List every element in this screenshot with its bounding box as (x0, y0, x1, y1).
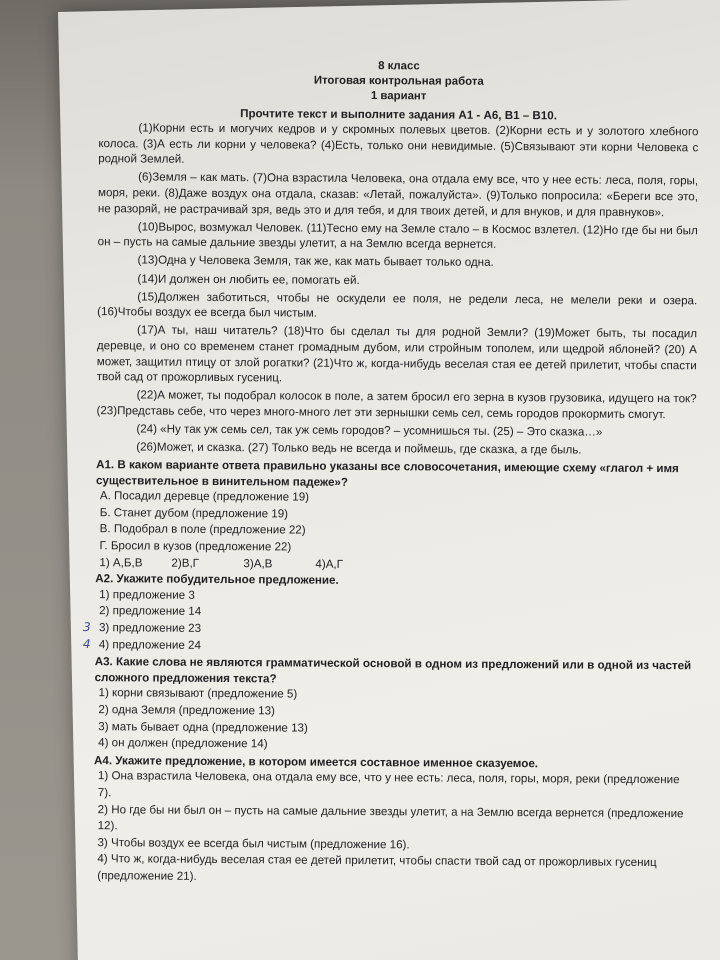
instruction-text: Прочтите текст и выполните задания А1 - А6, В1 – В10. (240, 106, 557, 122)
a3-option: 2) одна Земля (предложение 13) (98, 703, 275, 718)
a1-option: Г. Бросил в кузов (предложение 22) (99, 539, 292, 554)
text-paragraph: (1)Корни есть и могучих кедров и у скромных полевых цветов. (2)Корни есть и у золотого хлебного колоса. (3)А есть ли корни у человека? (4)Есть, только они невидимые. (5)Связывают эти корни Человека с родной Землей. (98, 121, 699, 167)
text-paragraph: (15)Должен заботиться, чтобы не оскудели ее поля, не редели леса, не мелели реки и озера. (16)Чтобы воздух ее всегда был чистым. (97, 290, 698, 320)
question-a3 (94, 654, 695, 756)
handwritten-mark: 4 (82, 637, 91, 652)
a4-option: 1) Она взрастила Человека, она отдала ему все, что у нее есть: леса, поля, горы, моря, реки (предложение 7). (97, 769, 680, 800)
question-a2 (82, 571, 696, 657)
question-a4-text: А4. Укажите предложение, в котором имеется составное именное сказуемое. (93, 753, 539, 771)
question-a3-text: А3. Какие слова не являются грамматической основой в одном из предложений или в одной из частей сложного предложения текста? (94, 655, 692, 686)
question-a1 (95, 457, 696, 574)
text-paragraph: (17)А ты, наш читатель? (18)Что бы сделал ты для родной Земли? (19)Может быть, ты посадил деревце, и оно со временем станет громадным дубом, или стройным тополем, или щедрой яблоней? (20) А может, защитил птицу от злой рогатки? (21)Что ж, когда-нибудь веселая стая ее детей прилетит, чтобы спасти твой сад от прожорливых гусениц. (96, 323, 698, 385)
a3-option: 3) мать бывает одна (предложение 13) (98, 719, 308, 735)
question-a1-text: А1. В каком варианте ответа правильно указаны все словосочетания, имеющие схему «глагол + имя существительное в винительном падеже»? (95, 458, 679, 489)
a1-answer: 3)А,В (243, 556, 273, 571)
a2-option: 4) предложение 24 (98, 637, 201, 652)
text-paragraph: (13)Одна у Человека Земля, так же, как мать бывает только одна. (137, 253, 494, 270)
a4-option: 3) Чтобы воздух ее всегда был чистым (предложение 16). (97, 835, 410, 852)
a1-option: В. Подобрал в поле (предложение 22) (99, 522, 306, 538)
a4-option: 2) Но где бы ни был он – пусть на самые дальние звезды улетит, а на Землю всегда вернется (предложение 12). (97, 802, 684, 833)
text-paragraph: (6)Земля – как мать. (7)Она взрастила Человека, она отдала ему все, что у нее есть: леса, поля, горы, моря, реки. (8)Даже воздух она отдала, сказав: «Летай, пожалуйста». (9)Только попросила: «Береги все это, не разоряй, не растрачивай зря, ведь это и для тебя, и для твоих детей, и для внуков, и для правнуков». (97, 170, 699, 219)
a3-option: 4) он должен (предложение 14) (98, 736, 268, 751)
question-a4 (93, 753, 694, 889)
text-paragraph: (24) «Ну так уж семь сел, так уж семь городов? – усомнишься ты. (25) – Это сказка…» (136, 422, 603, 439)
question-a2-text: А2. Укажите побудительное предложение. (95, 572, 339, 588)
text-paragraph: (10)Вырос, возмужал Человек. (11)Тесно ему на Земле стало – в Космос взлетел. (12)Но где бы ни был он – пусть на самые дальние звезды улетит, а на Землю всегда вернется. (97, 220, 698, 252)
text-paragraph: (26)Может, и сказка. (27) Только ведь не всегда и поймешь, где сказка, а где быль. (136, 440, 582, 457)
a2-option: 1) предложение 3 (99, 587, 195, 602)
a1-option: А. Посадил деревце (предложение 19) (99, 489, 310, 504)
a4-option: 4) Что ж, когда-нибудь веселая стая ее детей прилетит, чтобы спасти твой сад от прожорливых гусениц (предложение 21). (97, 852, 657, 883)
a3-option: 1) корни связывают (предложение 5) (98, 686, 298, 701)
variant-label: 1 вариант (370, 90, 427, 103)
handwritten-mark: 3 (82, 620, 91, 635)
a1-answer: 2)В,Г (171, 556, 200, 570)
text-paragraph: (22)А может, ты подобрал колосок в поле, а затем бросил его зерна в кузов грузовика, идущего на ток? (23)Представь себе, что через много-много лет эти зернышки семь сел, семь городов прокормить смогут. (96, 388, 697, 421)
paper-sheet (58, 0, 720, 960)
a2-option: 3) предложение 23 (98, 621, 202, 635)
reading-text (96, 120, 698, 459)
a1-answer: 4)А,Г (315, 557, 344, 571)
grade-label: 8 класс (378, 60, 420, 73)
a2-option: 2) предложение 14 (99, 604, 202, 619)
a1-answer: 1) А,Б,В (99, 555, 143, 570)
text-paragraph: (14)И должен он любить ее, помогать ей. (137, 271, 360, 287)
worksheet-title: Итоговая контрольная работа (313, 74, 484, 89)
worksheet-content (82, 57, 699, 889)
a1-option: Б. Станет дубом (предложение 19) (99, 506, 289, 521)
